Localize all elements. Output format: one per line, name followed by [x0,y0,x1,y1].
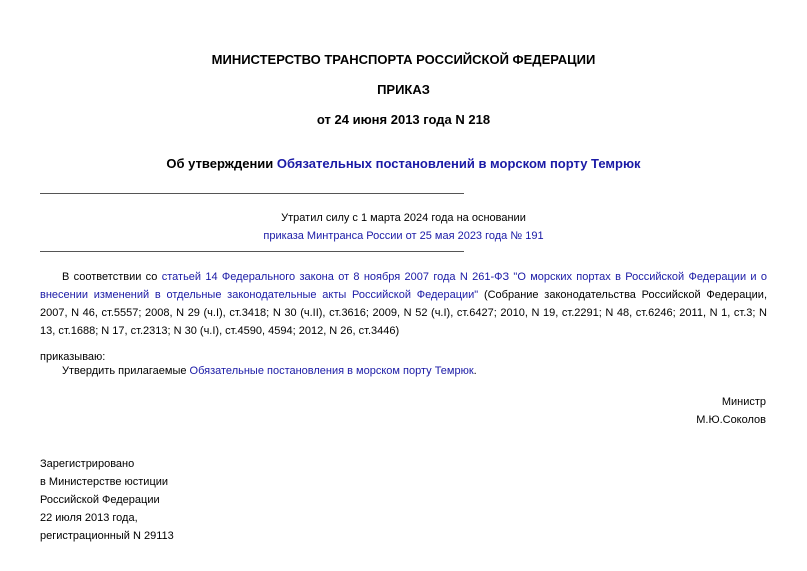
doc-date-number: от 24 июня 2013 года N 218 [316,112,491,127]
approve-link[interactable]: Обязательные постановления в морском порту Темрюк [189,365,474,377]
registration-block [40,455,174,545]
doc-title [0,156,807,171]
intro-suffix: (Собрание законодательства Российской Федерации, 2007, N 46, ст.5557; 2008, N 29 (ч.I), ст.3418; N 30 (ч.II), ст.3616; 2009, N 52 (ч.I), ст.6427; 2010, N 19, ст.2291; N 48, ст.6246; 2011, N 1, ст.3; N 13, ст.1688; N 17, ст.2313; N 30 (ч.I), ст.4590, 4594; 2012, N 26, ст.3446) [40,289,768,337]
status-line: Утратил силу с 1 марта 2024 года на основании [281,212,526,224]
doc-title-prefix: Об утверждении [166,156,277,171]
status-link[interactable]: приказа Минтранса России от 25 мая 2023 года № 191 [263,230,544,242]
signature-block [696,393,766,429]
divider-bottom [40,251,464,252]
signature-position: Министр [721,396,766,408]
approve-suffix: . [473,365,477,377]
doc-title-link[interactable]: Обязательных постановлений в морском порту Темрюк [276,156,641,171]
doc-type-heading: ПРИКАЗ [377,82,430,97]
intro-paragraph [40,268,767,340]
signature-name: М.Ю.Соколов [696,414,766,426]
order-word: приказываю: [40,351,106,363]
intro-prefix: В соответствии со [62,271,162,283]
ministry-heading: МИНИСТЕРСТВО ТРАНСПОРТА РОССИЙСКОЙ ФЕДЕРАЦИИ [211,52,596,67]
status-note [40,209,767,245]
divider-top [40,193,464,194]
law-article-link[interactable]: статьей 14 Федерального закона от 8 ноября 2007 года N 261-ФЗ "О морских портах в Российской Федерации и о внесении изменений в отдельные законодательные акты Российской Федерации" [40,271,767,301]
approve-prefix: Утвердить прилагаемые [62,365,190,377]
registration-line: в Министерстве юстиции [40,476,169,488]
approve-paragraph [62,362,477,380]
registration-line: Зарегистрировано [40,458,135,470]
registration-number: регистрационный N 29113 [40,530,174,542]
registration-line: Российской Федерации [40,494,160,506]
registration-date: 22 июля 2013 года, [40,512,138,524]
